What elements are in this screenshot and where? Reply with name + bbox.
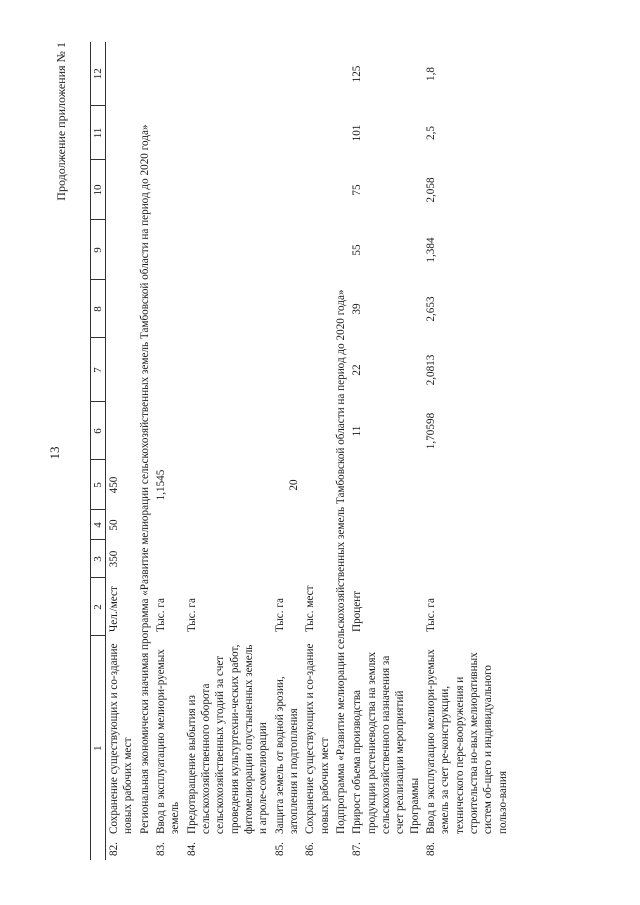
indicator-name: Защита земель от водной эрозии, затопления и подтопления bbox=[273, 676, 301, 834]
row-number: 86. bbox=[304, 842, 317, 856]
program-heading-row bbox=[137, 42, 153, 860]
indicator-name: Прирост объема производства продукции растениеводства на землях сельскохозяйственного назначения за счет реализации мероприятий Программы bbox=[351, 651, 421, 834]
table-row bbox=[272, 42, 303, 860]
column-header: 5 bbox=[91, 460, 106, 510]
column-header: 2 bbox=[91, 578, 106, 636]
value-cell: 50 bbox=[108, 519, 121, 531]
indicator-name: Предотвращение выбытия из сельскохозяйственного оборота сельскохозяйственных угодий за счет проведения культуртехни-ческих работ, фитомелиорации опустыненных земель и агроле-сомелиорации bbox=[185, 644, 270, 834]
unit-cell: Тыс. га bbox=[185, 598, 198, 632]
value-cell: 1,384 bbox=[424, 237, 437, 263]
value-cell: 55 bbox=[351, 244, 364, 256]
unit-cell: Чел./мест bbox=[108, 586, 121, 632]
column-header: 10 bbox=[91, 160, 106, 220]
value-cell: 75 bbox=[351, 184, 364, 196]
column-header: 8 bbox=[91, 280, 106, 338]
value-cell: 39 bbox=[351, 303, 364, 315]
value-cell: 11 bbox=[351, 425, 364, 437]
value-cell: 450 bbox=[108, 476, 121, 494]
value-cell: 1,70598 bbox=[424, 412, 437, 450]
program-heading: Региональная экономически значимая программа «Развитие мелиорации сельскохозяйственных земель Тамбовской области на период до 2020 года» bbox=[138, 124, 151, 834]
rotated-page-content bbox=[54, 40, 590, 860]
column-header: 7 bbox=[91, 338, 106, 402]
unit-cell: Тыс. га bbox=[424, 598, 437, 632]
value-cell: 2,653 bbox=[424, 296, 437, 322]
continuation-title: Продолжение приложения № 1 bbox=[54, 42, 68, 201]
page-number: 13 bbox=[47, 446, 62, 460]
indicator-name: Сохранение существующих и со-здание новых рабочих мест bbox=[108, 643, 135, 834]
unit-cell: Тыс. мест bbox=[304, 585, 317, 632]
subprogram-heading: Подпрограмма «Развитие мелиорации сельскохозяйственных земель Тамбовской области на период до 2020 года» bbox=[335, 289, 347, 834]
table-row bbox=[302, 42, 333, 860]
table-row bbox=[106, 42, 137, 860]
column-header: 12 bbox=[91, 42, 106, 106]
value-cell: 350 bbox=[108, 550, 121, 568]
row-number: 85. bbox=[273, 842, 286, 856]
column-header: 11 bbox=[91, 106, 106, 160]
column-header: 3 bbox=[91, 540, 106, 578]
column-header: 1 bbox=[91, 636, 106, 860]
row-number: 83. bbox=[155, 842, 168, 856]
value-cell: 2,5 bbox=[424, 126, 437, 140]
value-cell: 20 bbox=[288, 479, 301, 491]
table-header-row bbox=[91, 42, 106, 860]
row-number: 87. bbox=[351, 842, 364, 856]
value-cell: 101 bbox=[351, 124, 364, 142]
column-header: 9 bbox=[91, 220, 106, 280]
table-row bbox=[423, 42, 511, 860]
column-header: 4 bbox=[91, 510, 106, 540]
indicator-name: Сохранение существующих и со-здание новых рабочих мест bbox=[304, 643, 331, 834]
table-row bbox=[184, 42, 272, 860]
unit-cell: Процент bbox=[351, 590, 364, 632]
program-heading-row bbox=[333, 42, 349, 860]
value-cell: 2,058 bbox=[424, 177, 437, 203]
value-cell: 1,8 bbox=[424, 67, 437, 81]
row-number: 88. bbox=[424, 842, 437, 856]
value-cell: 125 bbox=[351, 65, 364, 83]
value-cell: 22 bbox=[351, 364, 364, 376]
table-row bbox=[153, 42, 184, 860]
indicator-name: Ввод в эксплуатацию мелиори-руемых земель за счет ре-конструкции, технического пере-вооружения и строительства но-вых мелиоративных систем об-щего и индивидуального пользо-вания bbox=[424, 649, 509, 834]
row-number: 84. bbox=[185, 842, 198, 856]
table-row bbox=[349, 42, 423, 860]
value-cell: 2,0813 bbox=[424, 354, 437, 386]
indicator-name: Ввод в эксплуатацию мелиори-руемых земель bbox=[155, 649, 182, 834]
row-number: 82. bbox=[108, 842, 121, 856]
unit-cell: Тыс. га bbox=[155, 598, 168, 632]
unit-cell: Тыс. га bbox=[273, 598, 286, 632]
indicator-table bbox=[90, 42, 511, 860]
value-cell: 1,1545 bbox=[155, 469, 168, 501]
column-header: 6 bbox=[91, 402, 106, 460]
